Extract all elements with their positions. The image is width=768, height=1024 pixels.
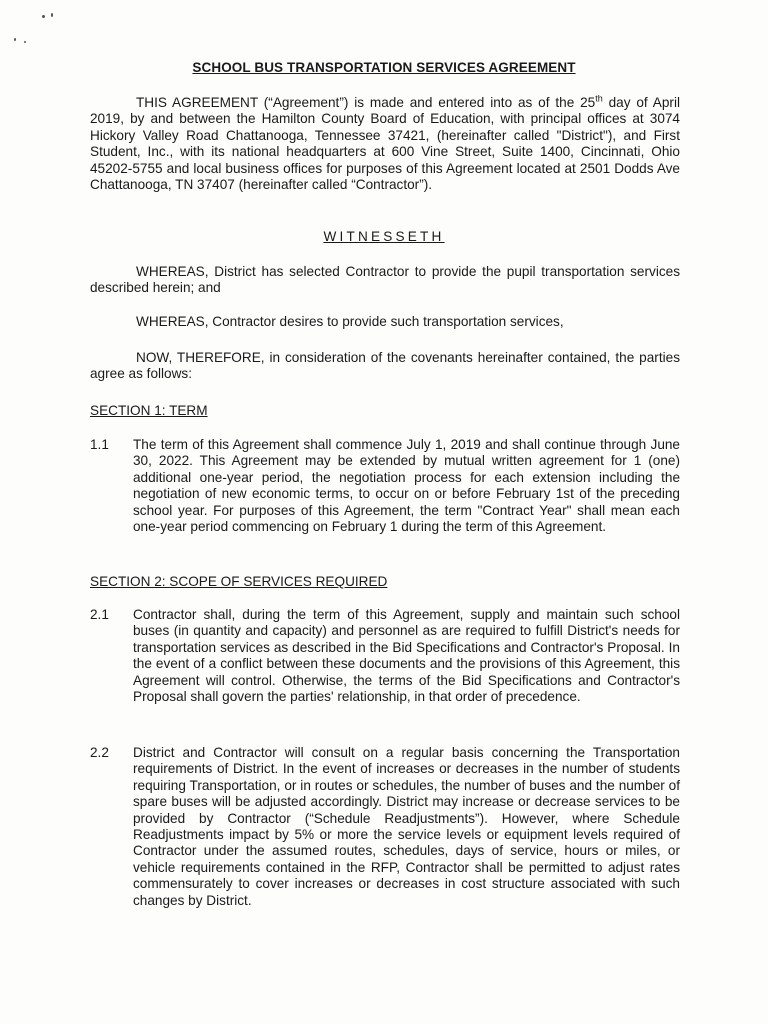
recital-text: NOW, THEREFORE, in consideration of the covenants hereinafter contained, the parties agree as follows: (90, 350, 680, 382)
clause-number: 2.1 (90, 607, 109, 622)
clause-2-1 (90, 607, 680, 705)
recital-text: WHEREAS, District has selected Contractor to provide the pupil transportation services described herein; and (90, 264, 680, 296)
clause-1-1 (90, 437, 680, 535)
scan-speck (24, 41, 26, 43)
intro-text: THIS AGREEMENT (“Agreement”) is made and entered into as of the 25th day of April 2019, by and between the Hamilton County Board of Education, with principal offices at 3074 Hickory Valley Road Chattanooga, Tennessee 37421, (hereinafter called "District"), and First Student, Inc., with its national headquarters at 600 Vine Street, Suite 1400, Cincinnati, Ohio 45202-5755 and local business offices for purposes of this Agreement located at 2501 Dodds Ave Chattanooga, TN 37407 (hereinafter called “Contractor”). (90, 93, 680, 193)
recital-text: WHEREAS, Contractor desires to provide such transportation services, (136, 314, 564, 329)
clause-number: 2.2 (90, 745, 109, 760)
scan-speck (14, 38, 16, 41)
clause-number: 1.1 (90, 437, 109, 452)
clause-text: Contractor shall, during the term of this Agreement, supply and maintain such school buses (in quantity and capacity) and personnel as are required to fulfill District's needs for transportation services as described in the Bid Specifications and Contractor's Proposal. In the event of a conflict between these documents and the provisions of this Agreement, this Agreement will control. Otherwise, the terms of the Bid Specifications and Contractor's Proposal shall govern the parties' relationship, in that order of precedence. (133, 607, 680, 705)
witnesseth-heading: WITNESSETH (323, 229, 445, 244)
recital-1 (90, 264, 680, 297)
recital-3 (90, 350, 680, 383)
scan-speck (51, 13, 53, 17)
document-title: SCHOOL BUS TRANSPORTATION SERVICES AGREEMENT (192, 60, 576, 75)
intro-paragraph (90, 95, 680, 193)
recital-2 (90, 314, 680, 330)
clause-text: The term of this Agreement shall commence July 1, 2019 and shall continue through June 30, 2022. This Agreement may be extended by mutual written agreement for 1 (one) additional one-year period, the negotiation process for each extension including the negotiation of new economic terms, to occur on or before February 1st of the preceding school year. For purposes of this Agreement, the term "Contract Year" shall mean each one-year period commencing on February 1 during the term of this Agreement. (133, 437, 680, 535)
clause-2-2 (90, 745, 680, 909)
section-2-heading: SECTION 2: SCOPE OF SERVICES REQUIRED (90, 574, 388, 589)
clause-text: District and Contractor will consult on a regular basis concerning the Transportation requirements of District. In the event of increases or decreases in the number of students requiring Transportation, or in routes or schedules, the number of buses and the number of spare buses will be adjusted accordingly. District may increase or decrease services to be provided by Contractor (“Schedule Readjustments”). However, where Schedule Readjustments impact by 5% or more the service levels or equipment levels required of Contractor under the assumed routes, schedules, days of service, hours or miles, or vehicle requirements contained in the RFP, Contractor shall be permitted to adjust rates commensurately to cover increases or decreases in cost structure associated with such changes by District. (133, 745, 680, 908)
scan-speck (42, 15, 45, 18)
section-1-heading: SECTION 1: TERM (90, 403, 208, 418)
